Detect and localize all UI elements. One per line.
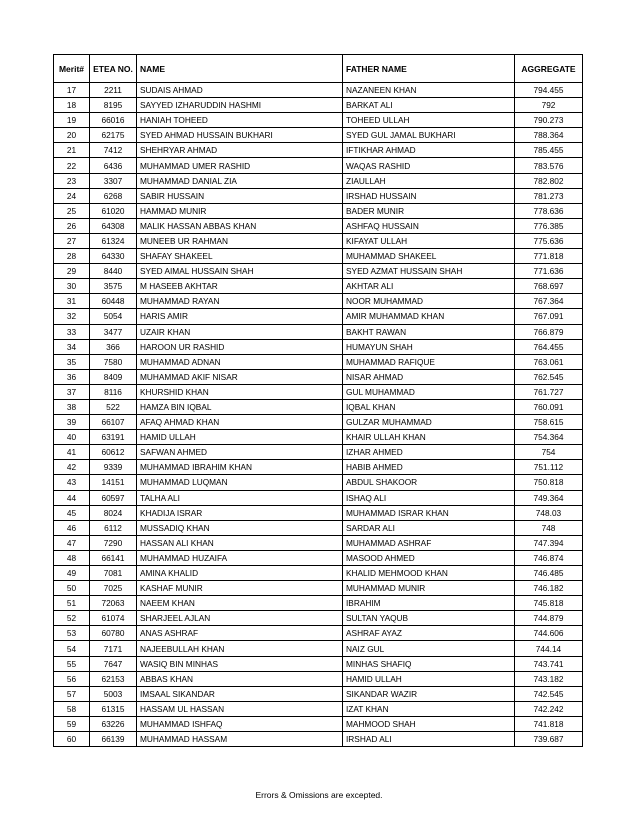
etea-no-cell: 63191 bbox=[90, 430, 137, 445]
merit-cell: 46 bbox=[54, 520, 90, 535]
father-name-cell: NAZANEEN KHAN bbox=[343, 83, 515, 98]
aggregate-cell: 754 bbox=[515, 445, 583, 460]
aggregate-cell: 739.687 bbox=[515, 732, 583, 747]
etea-no-cell: 62175 bbox=[90, 128, 137, 143]
father-name-cell: SULTAN YAQUB bbox=[343, 611, 515, 626]
aggregate-cell: 751.112 bbox=[515, 460, 583, 475]
aggregate-cell: 746.182 bbox=[515, 581, 583, 596]
table-row bbox=[54, 641, 583, 656]
merit-cell: 30 bbox=[54, 279, 90, 294]
name-cell: MUHAMMAD HUZAIFA bbox=[137, 550, 343, 565]
table-row bbox=[54, 626, 583, 641]
merit-cell: 26 bbox=[54, 218, 90, 233]
merit-cell: 32 bbox=[54, 309, 90, 324]
merit-cell: 25 bbox=[54, 203, 90, 218]
father-name-cell: ZIAULLAH bbox=[343, 173, 515, 188]
merit-cell: 52 bbox=[54, 611, 90, 626]
etea-no-cell: 66016 bbox=[90, 113, 137, 128]
merit-cell: 53 bbox=[54, 626, 90, 641]
table-row bbox=[54, 369, 583, 384]
father-name-cell: MAHMOOD SHAH bbox=[343, 716, 515, 731]
name-cell: MUHAMMAD ISHFAQ bbox=[137, 716, 343, 731]
aggregate-cell: 782.802 bbox=[515, 173, 583, 188]
father-name-cell: IRSHAD HUSSAIN bbox=[343, 188, 515, 203]
merit-cell: 43 bbox=[54, 475, 90, 490]
father-name-cell: ISHAQ ALI bbox=[343, 490, 515, 505]
father-name-cell: GUL MUHAMMAD bbox=[343, 384, 515, 399]
father-name-cell: IQBAL KHAN bbox=[343, 399, 515, 414]
father-name-cell: HAMID ULLAH bbox=[343, 671, 515, 686]
name-cell: NAJEEBULLAH KHAN bbox=[137, 641, 343, 656]
name-cell: SUDAIS AHMAD bbox=[137, 83, 343, 98]
aggregate-cell: 783.576 bbox=[515, 158, 583, 173]
table-row bbox=[54, 686, 583, 701]
etea-no-cell: 3477 bbox=[90, 324, 137, 339]
father-name-cell: KHALID MEHMOOD KHAN bbox=[343, 566, 515, 581]
name-cell: SYED AIMAL HUSSAIN SHAH bbox=[137, 264, 343, 279]
name-cell: HASSAN ALI KHAN bbox=[137, 535, 343, 550]
table-row bbox=[54, 143, 583, 158]
merit-cell: 36 bbox=[54, 369, 90, 384]
name-cell: MUHAMMAD DANIAL ZIA bbox=[137, 173, 343, 188]
father-name-cell: IRSHAD ALI bbox=[343, 732, 515, 747]
aggregate-cell: 758.615 bbox=[515, 415, 583, 430]
etea-no-cell: 66141 bbox=[90, 550, 137, 565]
name-cell: MALIK HASSAN ABBAS KHAN bbox=[137, 218, 343, 233]
aggregate-cell: 785.455 bbox=[515, 143, 583, 158]
merit-list-table bbox=[53, 54, 583, 747]
table-row bbox=[54, 294, 583, 309]
name-cell: MUHAMMAD HASSAM bbox=[137, 732, 343, 747]
merit-cell: 31 bbox=[54, 294, 90, 309]
table-row bbox=[54, 716, 583, 731]
table-row bbox=[54, 309, 583, 324]
aggregate-cell: 762.545 bbox=[515, 369, 583, 384]
merit-list-sheet bbox=[53, 54, 582, 747]
table-row bbox=[54, 535, 583, 550]
etea-no-cell: 5003 bbox=[90, 686, 137, 701]
father-name-cell: SYED GUL JAMAL BUKHARI bbox=[343, 128, 515, 143]
name-cell: HAMMAD MUNIR bbox=[137, 203, 343, 218]
name-cell: HAMZA BIN IQBAL bbox=[137, 399, 343, 414]
merit-cell: 56 bbox=[54, 671, 90, 686]
footer-disclaimer: Errors & Omissions are excepted. bbox=[255, 790, 383, 800]
aggregate-cell: 746.485 bbox=[515, 566, 583, 581]
name-cell: HAMID ULLAH bbox=[137, 430, 343, 445]
etea-no-cell: 7290 bbox=[90, 535, 137, 550]
aggregate-cell: 767.091 bbox=[515, 309, 583, 324]
merit-cell: 47 bbox=[54, 535, 90, 550]
merit-cell: 59 bbox=[54, 716, 90, 731]
name-cell: HAROON UR RASHID bbox=[137, 339, 343, 354]
father-name-cell: SIKANDAR WAZIR bbox=[343, 686, 515, 701]
merit-cell: 38 bbox=[54, 399, 90, 414]
father-name-cell: NISAR AHMAD bbox=[343, 369, 515, 384]
table-row bbox=[54, 460, 583, 475]
etea-no-cell: 60612 bbox=[90, 445, 137, 460]
etea-no-cell: 2211 bbox=[90, 83, 137, 98]
father-name-cell: SARDAR ALI bbox=[343, 520, 515, 535]
name-cell: SYED AHMAD HUSSAIN BUKHARI bbox=[137, 128, 343, 143]
etea-no-cell: 366 bbox=[90, 339, 137, 354]
table-row bbox=[54, 249, 583, 264]
etea-no-cell: 62153 bbox=[90, 671, 137, 686]
table-body bbox=[54, 83, 583, 747]
merit-cell: 28 bbox=[54, 249, 90, 264]
father-name-cell: SYED AZMAT HUSSAIN SHAH bbox=[343, 264, 515, 279]
merit-cell: 48 bbox=[54, 550, 90, 565]
name-cell: MUSSADIQ KHAN bbox=[137, 520, 343, 535]
table-row bbox=[54, 550, 583, 565]
merit-cell: 50 bbox=[54, 581, 90, 596]
aggregate-cell: 764.455 bbox=[515, 339, 583, 354]
table-row bbox=[54, 445, 583, 460]
etea-no-cell: 66139 bbox=[90, 732, 137, 747]
etea-no-cell: 3575 bbox=[90, 279, 137, 294]
name-cell: ANAS ASHRAF bbox=[137, 626, 343, 641]
etea-no-cell: 61324 bbox=[90, 233, 137, 248]
name-cell: SHEHRYAR AHMAD bbox=[137, 143, 343, 158]
father-name-cell: MINHAS SHAFIQ bbox=[343, 656, 515, 671]
aggregate-cell: 781.273 bbox=[515, 188, 583, 203]
aggregate-cell: 766.879 bbox=[515, 324, 583, 339]
father-name-cell: NOOR MUHAMMAD bbox=[343, 294, 515, 309]
table-row bbox=[54, 399, 583, 414]
name-cell: KASHAF MUNIR bbox=[137, 581, 343, 596]
father-name-cell: IBRAHIM bbox=[343, 596, 515, 611]
name-cell: IMSAAL SIKANDAR bbox=[137, 686, 343, 701]
aggregate-cell: 792 bbox=[515, 98, 583, 113]
father-name-cell: ABDUL SHAKOOR bbox=[343, 475, 515, 490]
merit-cell: 22 bbox=[54, 158, 90, 173]
etea-no-cell: 64308 bbox=[90, 218, 137, 233]
father-name-cell: IFTIKHAR AHMAD bbox=[343, 143, 515, 158]
etea-no-cell: 522 bbox=[90, 399, 137, 414]
father-name-cell: AMIR MUHAMMAD KHAN bbox=[343, 309, 515, 324]
etea-no-cell: 14151 bbox=[90, 475, 137, 490]
table-header bbox=[54, 55, 583, 83]
name-cell: MUHAMMAD IBRAHIM KHAN bbox=[137, 460, 343, 475]
name-cell: WASIQ BIN MINHAS bbox=[137, 656, 343, 671]
etea-no-cell: 8409 bbox=[90, 369, 137, 384]
aggregate-cell: 750.818 bbox=[515, 475, 583, 490]
table-row bbox=[54, 490, 583, 505]
header-row bbox=[54, 55, 583, 83]
aggregate-cell: 743.741 bbox=[515, 656, 583, 671]
name-cell: M HASEEB AKHTAR bbox=[137, 279, 343, 294]
table-row bbox=[54, 430, 583, 445]
table-row bbox=[54, 354, 583, 369]
merit-cell: 21 bbox=[54, 143, 90, 158]
etea-no-cell: 7412 bbox=[90, 143, 137, 158]
table-row bbox=[54, 264, 583, 279]
etea-no-cell: 6112 bbox=[90, 520, 137, 535]
aggregate-cell: 771.636 bbox=[515, 264, 583, 279]
name-cell: HANIAH TOHEED bbox=[137, 113, 343, 128]
name-cell: MUHAMMAD LUQMAN bbox=[137, 475, 343, 490]
name-cell: HARIS AMIR bbox=[137, 309, 343, 324]
name-cell: ABBAS KHAN bbox=[137, 671, 343, 686]
aggregate-cell: 767.364 bbox=[515, 294, 583, 309]
merit-cell: 17 bbox=[54, 83, 90, 98]
name-cell: SAFWAN AHMED bbox=[137, 445, 343, 460]
etea-no-cell: 3307 bbox=[90, 173, 137, 188]
merit-cell: 37 bbox=[54, 384, 90, 399]
aggregate-cell: 794.455 bbox=[515, 83, 583, 98]
name-cell: SAYYED IZHARUDDIN HASHMI bbox=[137, 98, 343, 113]
etea-no-cell: 8440 bbox=[90, 264, 137, 279]
merit-cell: 39 bbox=[54, 415, 90, 430]
name-cell: KHADIJA ISRAR bbox=[137, 505, 343, 520]
table-row bbox=[54, 83, 583, 98]
aggregate-cell: 746.874 bbox=[515, 550, 583, 565]
merit-cell: 34 bbox=[54, 339, 90, 354]
merit-cell: 29 bbox=[54, 264, 90, 279]
table-row bbox=[54, 218, 583, 233]
aggregate-cell: 744.879 bbox=[515, 611, 583, 626]
table-row bbox=[54, 611, 583, 626]
merit-cell: 23 bbox=[54, 173, 90, 188]
father-name-cell: GULZAR MUHAMMAD bbox=[343, 415, 515, 430]
etea-no-cell: 9339 bbox=[90, 460, 137, 475]
aggregate-cell: 749.364 bbox=[515, 490, 583, 505]
etea-no-cell: 7025 bbox=[90, 581, 137, 596]
table-row bbox=[54, 475, 583, 490]
father-name-cell: MUHAMMAD RAFIQUE bbox=[343, 354, 515, 369]
father-name-cell: NAIZ GUL bbox=[343, 641, 515, 656]
table-row bbox=[54, 339, 583, 354]
father-name-cell: MUHAMMAD ASHRAF bbox=[343, 535, 515, 550]
etea-no-cell: 66107 bbox=[90, 415, 137, 430]
aggregate-cell: 745.818 bbox=[515, 596, 583, 611]
father-name-cell: BARKAT ALI bbox=[343, 98, 515, 113]
name-cell: SHARJEEL AJLAN bbox=[137, 611, 343, 626]
aggregate-cell: 761.727 bbox=[515, 384, 583, 399]
merit-cell: 45 bbox=[54, 505, 90, 520]
father-name-cell: IZAT KHAN bbox=[343, 701, 515, 716]
header-name: NAME bbox=[137, 55, 343, 83]
table-row bbox=[54, 128, 583, 143]
aggregate-cell: 790.273 bbox=[515, 113, 583, 128]
aggregate-cell: 744.606 bbox=[515, 626, 583, 641]
etea-no-cell: 60597 bbox=[90, 490, 137, 505]
table-row bbox=[54, 173, 583, 188]
merit-cell: 33 bbox=[54, 324, 90, 339]
merit-cell: 35 bbox=[54, 354, 90, 369]
etea-no-cell: 60780 bbox=[90, 626, 137, 641]
name-cell: TALHA ALI bbox=[137, 490, 343, 505]
etea-no-cell: 6268 bbox=[90, 188, 137, 203]
name-cell: SHAFAY SHAKEEL bbox=[137, 249, 343, 264]
merit-cell: 20 bbox=[54, 128, 90, 143]
aggregate-cell: 744.14 bbox=[515, 641, 583, 656]
father-name-cell: MASOOD AHMED bbox=[343, 550, 515, 565]
table-row bbox=[54, 113, 583, 128]
aggregate-cell: 768.697 bbox=[515, 279, 583, 294]
merit-cell: 58 bbox=[54, 701, 90, 716]
table-row bbox=[54, 203, 583, 218]
aggregate-cell: 754.364 bbox=[515, 430, 583, 445]
father-name-cell: MUHAMMAD ISRAR KHAN bbox=[343, 505, 515, 520]
etea-no-cell: 8195 bbox=[90, 98, 137, 113]
aggregate-cell: 748.03 bbox=[515, 505, 583, 520]
table-row bbox=[54, 233, 583, 248]
header-aggregate: AGGREGATE bbox=[515, 55, 583, 83]
father-name-cell: BADER MUNIR bbox=[343, 203, 515, 218]
aggregate-cell: 771.818 bbox=[515, 249, 583, 264]
etea-no-cell: 72063 bbox=[90, 596, 137, 611]
merit-cell: 27 bbox=[54, 233, 90, 248]
name-cell: AMINA KHALID bbox=[137, 566, 343, 581]
table-row bbox=[54, 279, 583, 294]
merit-cell: 49 bbox=[54, 566, 90, 581]
aggregate-cell: 747.394 bbox=[515, 535, 583, 550]
merit-cell: 42 bbox=[54, 460, 90, 475]
table-row bbox=[54, 581, 583, 596]
table-row bbox=[54, 324, 583, 339]
name-cell: MUHAMMAD UMER RASHID bbox=[137, 158, 343, 173]
header-merit: Merit# bbox=[54, 55, 90, 83]
merit-cell: 41 bbox=[54, 445, 90, 460]
aggregate-cell: 742.545 bbox=[515, 686, 583, 701]
etea-no-cell: 61020 bbox=[90, 203, 137, 218]
name-cell: MUHAMMAD AKIF NISAR bbox=[137, 369, 343, 384]
father-name-cell: KHAIR ULLAH KHAN bbox=[343, 430, 515, 445]
father-name-cell: MUHAMMAD MUNIR bbox=[343, 581, 515, 596]
table-row bbox=[54, 505, 583, 520]
merit-cell: 60 bbox=[54, 732, 90, 747]
table-row bbox=[54, 656, 583, 671]
name-cell: NAEEM KHAN bbox=[137, 596, 343, 611]
table-row bbox=[54, 671, 583, 686]
table-row bbox=[54, 188, 583, 203]
father-name-cell: BAKHT RAWAN bbox=[343, 324, 515, 339]
table-row bbox=[54, 732, 583, 747]
table-row bbox=[54, 384, 583, 399]
father-name-cell: TOHEED ULLAH bbox=[343, 113, 515, 128]
merit-cell: 18 bbox=[54, 98, 90, 113]
father-name-cell: HABIB AHMED bbox=[343, 460, 515, 475]
etea-no-cell: 61074 bbox=[90, 611, 137, 626]
etea-no-cell: 63226 bbox=[90, 716, 137, 731]
name-cell: MUHAMMAD RAYAN bbox=[137, 294, 343, 309]
merit-cell: 44 bbox=[54, 490, 90, 505]
etea-no-cell: 8116 bbox=[90, 384, 137, 399]
etea-no-cell: 61315 bbox=[90, 701, 137, 716]
aggregate-cell: 742.242 bbox=[515, 701, 583, 716]
aggregate-cell: 788.364 bbox=[515, 128, 583, 143]
merit-cell: 19 bbox=[54, 113, 90, 128]
name-cell: MUNEEB UR RAHMAN bbox=[137, 233, 343, 248]
father-name-cell: MUHAMMAD SHAKEEL bbox=[343, 249, 515, 264]
aggregate-cell: 743.182 bbox=[515, 671, 583, 686]
header-etea-no: ETEA NO. bbox=[90, 55, 137, 83]
table-row bbox=[54, 98, 583, 113]
name-cell: AFAQ AHMAD KHAN bbox=[137, 415, 343, 430]
etea-no-cell: 60448 bbox=[90, 294, 137, 309]
header-father-name: FATHER NAME bbox=[343, 55, 515, 83]
table-row bbox=[54, 520, 583, 535]
aggregate-cell: 760.091 bbox=[515, 399, 583, 414]
merit-cell: 54 bbox=[54, 641, 90, 656]
father-name-cell: ASHFAQ HUSSAIN bbox=[343, 218, 515, 233]
table-row bbox=[54, 415, 583, 430]
merit-cell: 55 bbox=[54, 656, 90, 671]
aggregate-cell: 741.818 bbox=[515, 716, 583, 731]
merit-cell: 40 bbox=[54, 430, 90, 445]
father-name-cell: KIFAYAT ULLAH bbox=[343, 233, 515, 248]
aggregate-cell: 775.636 bbox=[515, 233, 583, 248]
name-cell: SABIR HUSSAIN bbox=[137, 188, 343, 203]
father-name-cell: ASHRAF AYAZ bbox=[343, 626, 515, 641]
etea-no-cell: 7647 bbox=[90, 656, 137, 671]
table-row bbox=[54, 566, 583, 581]
aggregate-cell: 748 bbox=[515, 520, 583, 535]
father-name-cell: WAQAS RASHID bbox=[343, 158, 515, 173]
aggregate-cell: 763.061 bbox=[515, 354, 583, 369]
table-row bbox=[54, 596, 583, 611]
name-cell: HASSAM UL HASSAN bbox=[137, 701, 343, 716]
etea-no-cell: 7081 bbox=[90, 566, 137, 581]
table-row bbox=[54, 701, 583, 716]
etea-no-cell: 64330 bbox=[90, 249, 137, 264]
name-cell: MUHAMMAD ADNAN bbox=[137, 354, 343, 369]
father-name-cell: AKHTAR ALI bbox=[343, 279, 515, 294]
merit-cell: 24 bbox=[54, 188, 90, 203]
merit-cell: 57 bbox=[54, 686, 90, 701]
etea-no-cell: 7580 bbox=[90, 354, 137, 369]
merit-cell: 51 bbox=[54, 596, 90, 611]
aggregate-cell: 776.385 bbox=[515, 218, 583, 233]
aggregate-cell: 778.636 bbox=[515, 203, 583, 218]
etea-no-cell: 8024 bbox=[90, 505, 137, 520]
name-cell: UZAIR KHAN bbox=[137, 324, 343, 339]
name-cell: KHURSHID KHAN bbox=[137, 384, 343, 399]
father-name-cell: IZHAR AHMED bbox=[343, 445, 515, 460]
father-name-cell: HUMAYUN SHAH bbox=[343, 339, 515, 354]
table-row bbox=[54, 158, 583, 173]
etea-no-cell: 6436 bbox=[90, 158, 137, 173]
etea-no-cell: 5054 bbox=[90, 309, 137, 324]
etea-no-cell: 7171 bbox=[90, 641, 137, 656]
